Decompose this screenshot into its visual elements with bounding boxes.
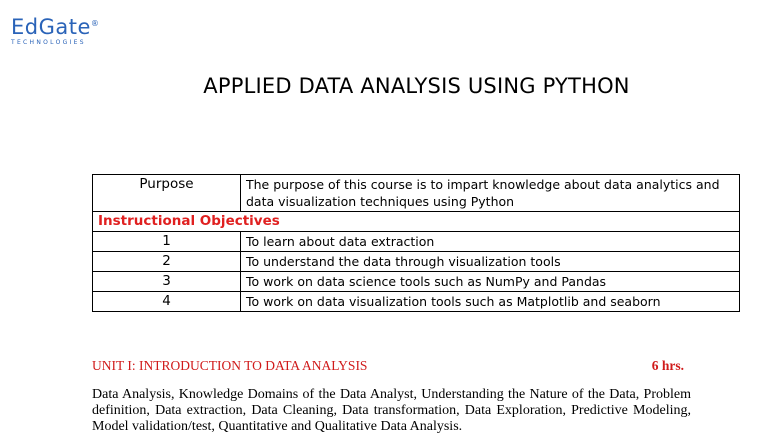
objective-number: 3: [93, 272, 241, 292]
purpose-text: The purpose of this course is to impart knowledge about data analytics and data visualization techniques using Python: [241, 175, 740, 212]
logo-wordmark-text: EdGate: [11, 15, 91, 39]
objective-number: 4: [93, 292, 241, 312]
document-title: APPLIED DATA ANALYSIS USING PYTHON: [203, 74, 630, 98]
unit-title: UNIT I: INTRODUCTION TO DATA ANALYSIS: [92, 358, 368, 373]
logo-wordmark: [11, 13, 121, 38]
purpose-row: [93, 175, 740, 212]
objective-row: [93, 232, 740, 252]
logo-tagline: TECHNOLOGIES: [11, 39, 86, 46]
objective-text: To work on data visualization tools such as Matplotlib and seaborn: [241, 292, 740, 312]
unit-description: Data Analysis, Knowledge Domains of the Data Analyst, Understanding the Nature of the Data, Problem definition, Data extraction, Data Cleaning, Data transformation, Data Exploration, Predictive Modeling, Model validation/test, Quantitative and Qualitative Data Analysis.: [92, 387, 691, 434]
objective-number: 1: [93, 232, 241, 252]
unit-hours: 6 hrs.: [651, 358, 684, 373]
unit-heading: [92, 358, 684, 374]
objective-text: To learn about data extraction: [241, 232, 740, 252]
objective-text: To work on data science tools such as NumPy and Pandas: [241, 272, 740, 292]
objectives-heading: Instructional Objectives: [93, 212, 740, 232]
objective-row: [93, 252, 740, 272]
edgate-logo: [11, 13, 121, 47]
objective-number: 2: [93, 252, 241, 272]
purpose-label: Purpose: [93, 175, 241, 212]
objective-row: [93, 272, 740, 292]
course-table: [92, 174, 740, 312]
objective-row: [93, 292, 740, 312]
objectives-heading-row: [93, 212, 740, 232]
objective-text: To understand the data through visualization tools: [241, 252, 740, 272]
registered-mark: ®: [90, 19, 100, 28]
